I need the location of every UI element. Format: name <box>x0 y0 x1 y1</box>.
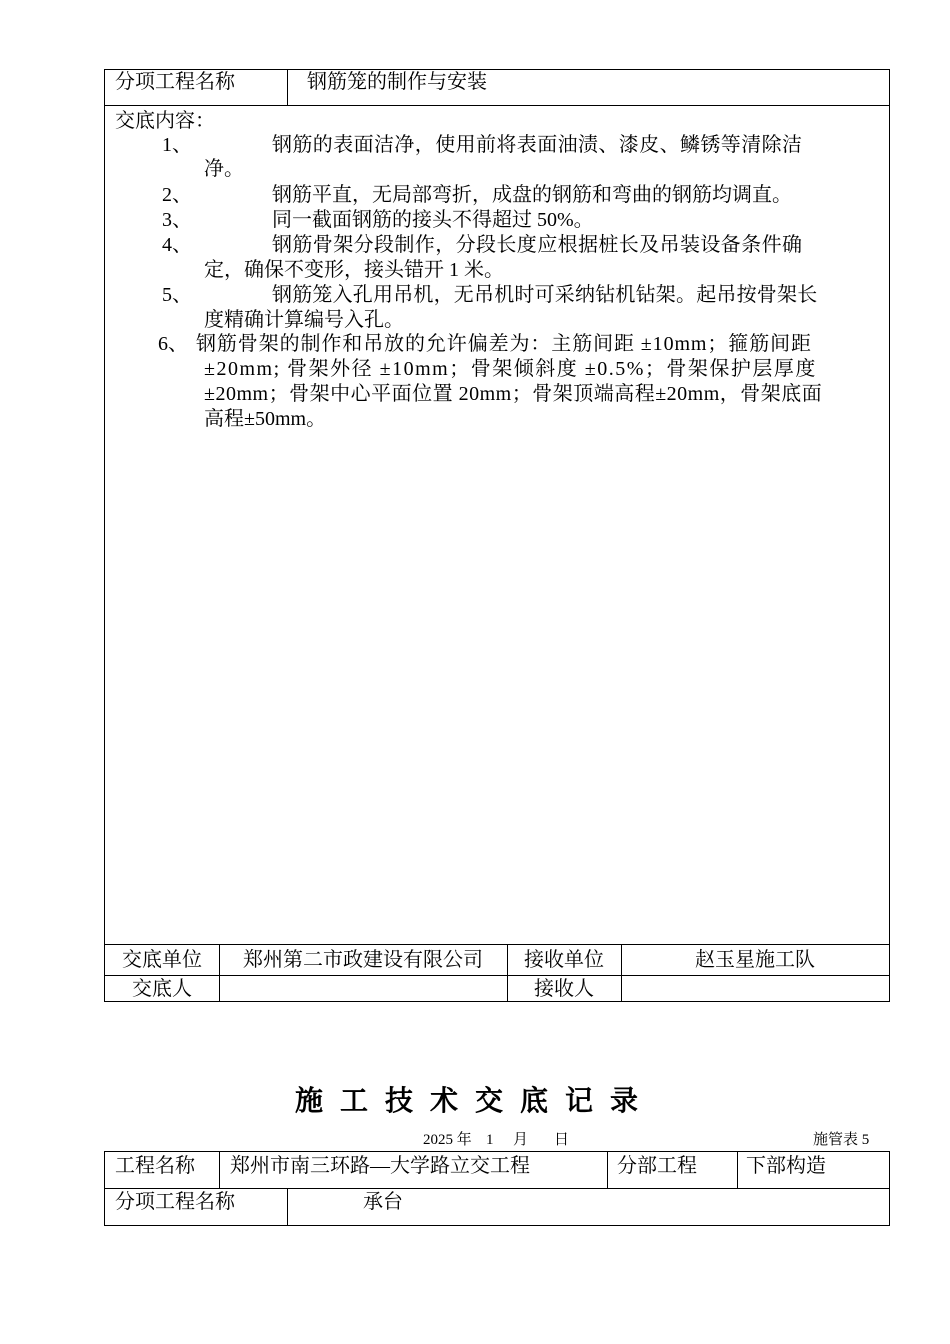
row-divider <box>105 975 889 976</box>
handover-unit-value: 郑州第二市政建设有限公司 <box>243 949 483 971</box>
col-divider <box>287 70 288 105</box>
row-divider <box>105 944 889 945</box>
item-text-line: 钢筋笼入孔用吊机，无吊机时可采纳钻机钻架。起吊按骨架长 <box>272 284 818 306</box>
item-text-line: 高程±50mm。 <box>204 408 327 430</box>
item-number: 6、 <box>158 333 188 355</box>
sub-project-value-2: 承台 <box>363 1191 403 1213</box>
item-text-line: 定，确保不变形，接头错开 1 米。 <box>204 259 504 281</box>
col-divider <box>737 1152 738 1188</box>
item-number: 5、 <box>162 284 192 306</box>
content-label: 交底内容： <box>115 110 215 132</box>
record-title: 施工技术交底记录 <box>294 1086 655 1117</box>
sub-project-label-2: 分项工程名称 <box>115 1191 235 1213</box>
item-number: 1、 <box>162 134 192 156</box>
col-divider <box>607 1152 608 1188</box>
item-text-line: 钢筋骨架分段制作，分段长度应根据桩长及吊装设备条件确 <box>272 234 803 256</box>
item-text-line: 钢筋的表面洁净，使用前将表面油渍、漆皮、鳞锈等清除洁 <box>272 134 803 156</box>
item-text-line: ±20mm；骨架中心平面位置 20mm；骨架顶端高程±20mm，骨架底面 <box>204 383 823 405</box>
sub-project-label: 分项工程名称 <box>115 71 235 93</box>
item-number: 4、 <box>162 234 192 256</box>
date-month: 月 <box>513 1132 529 1148</box>
item-number: 2、 <box>162 184 192 206</box>
date-day: 日 <box>554 1132 570 1148</box>
row-divider <box>105 1188 889 1189</box>
project-name-label: 工程名称 <box>115 1155 195 1177</box>
item-text-line: 钢筋骨架的制作和吊放的允许偏差为：主筋间距 ±10mm；箍筋间距 <box>196 333 812 355</box>
division-label: 分部工程 <box>617 1155 697 1177</box>
item-text-line: 钢筋平直，无局部弯折，成盘的钢筋和弯曲的钢筋均调直。 <box>272 184 792 206</box>
form-number: 施管表 5 <box>813 1132 870 1148</box>
receiving-unit-label: 接收单位 <box>524 949 604 971</box>
receiver-label: 接收人 <box>534 978 594 1000</box>
col-divider <box>287 1188 288 1226</box>
handover-unit-label: 交底单位 <box>122 949 202 971</box>
item-text-line: 同一截面钢筋的接头不得超过 50%。 <box>272 209 594 231</box>
row-divider <box>105 105 889 106</box>
handover-person-label: 交底人 <box>132 978 192 1000</box>
col-divider <box>219 1152 220 1188</box>
division-value: 下部构造 <box>746 1155 826 1177</box>
item-text-line: 净。 <box>204 158 244 180</box>
project-name-value: 郑州市南三环路—大学路立交工程 <box>230 1155 530 1177</box>
sub-project-value: 钢筋笼的制作与安装 <box>307 71 487 93</box>
item-number: 3、 <box>162 209 192 231</box>
receiving-unit-value: 赵玉星施工队 <box>695 949 815 971</box>
item-text-line: ±20mm; 骨架外径 ±10mm；骨架倾斜度 ±0.5%；骨架保护层厚度 <box>204 358 817 380</box>
date-year: 2025 年 <box>423 1132 472 1148</box>
item-text-line: 度精确计算编号入孔。 <box>204 309 404 331</box>
date-month-number: 1 <box>486 1132 494 1148</box>
